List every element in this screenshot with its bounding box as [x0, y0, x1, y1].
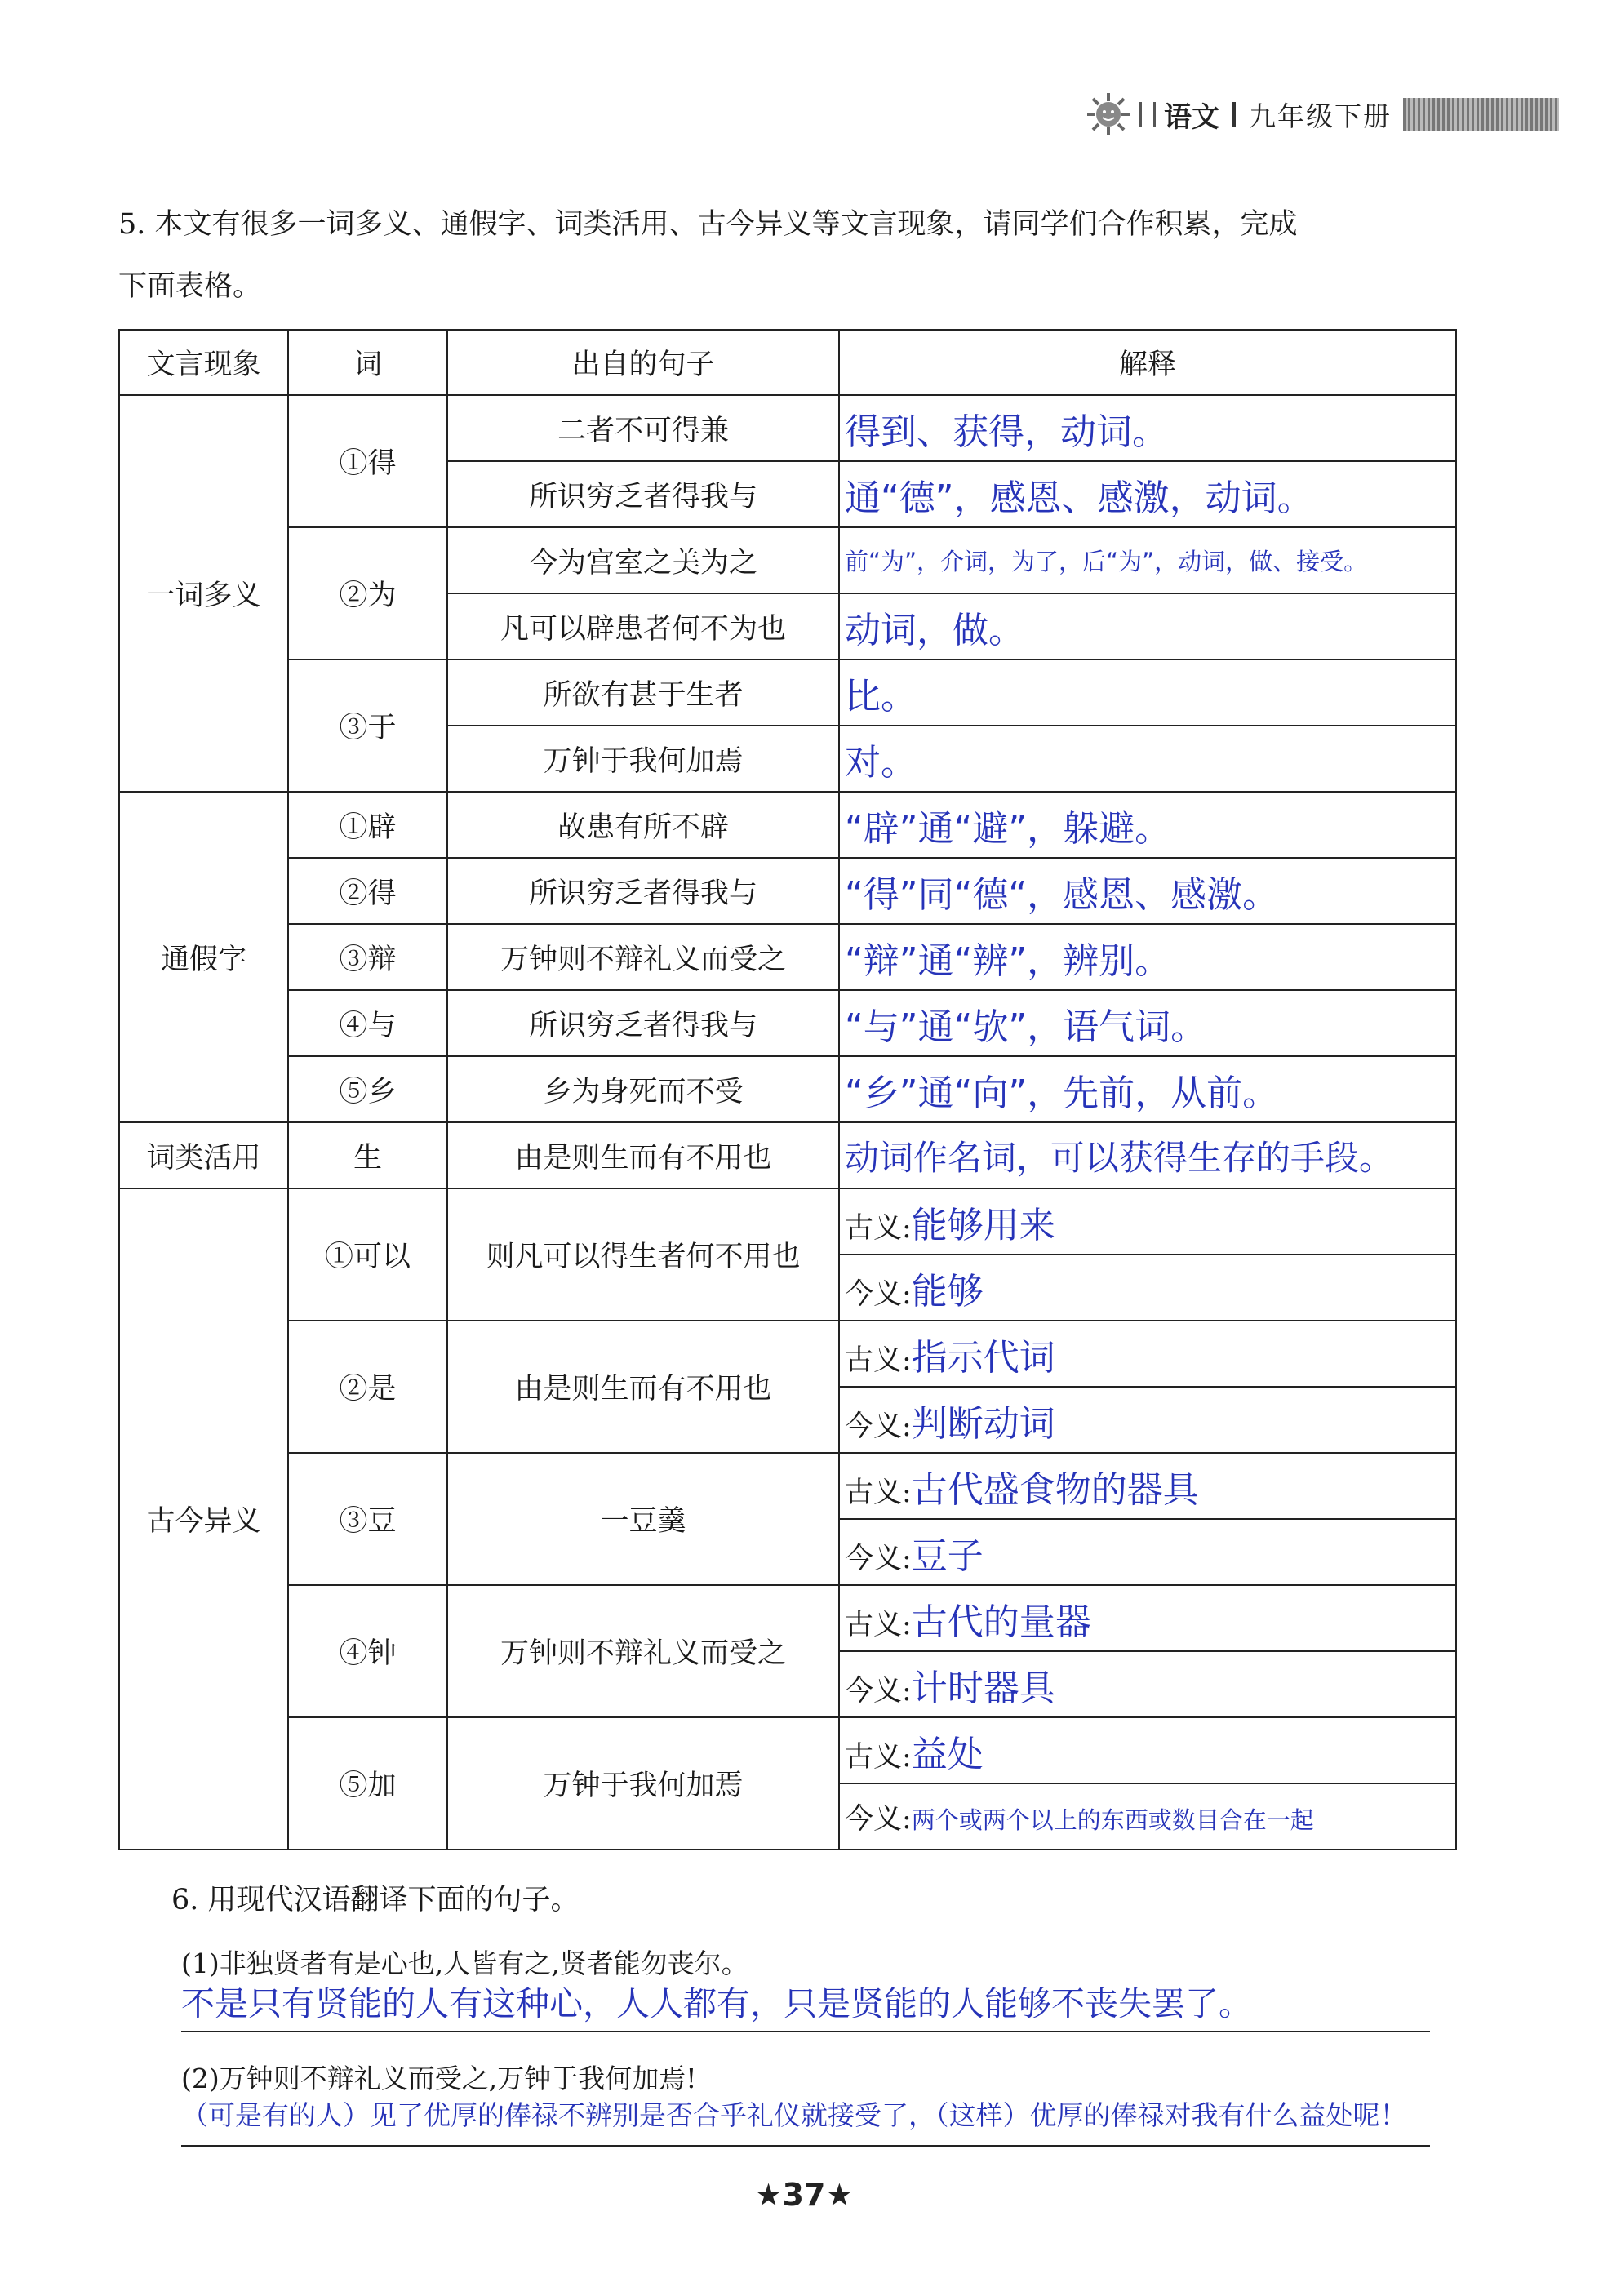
word-cell: ②得 — [288, 858, 447, 924]
old-meaning-label: 古义: — [845, 1740, 912, 1774]
header-word: 词 — [288, 330, 447, 395]
handwritten-answer: 益处 — [911, 1733, 984, 1775]
answer-cell[interactable] — [839, 726, 1456, 792]
answer-cell[interactable] — [839, 1056, 1456, 1122]
old-meaning-label: 古义: — [845, 1343, 912, 1377]
handwritten-answer: 动词，做。 — [845, 609, 1024, 651]
table-row — [119, 792, 1456, 858]
answer-cell[interactable] — [839, 593, 1456, 659]
question-6-sentence-2: (2)万钟则不辩礼义而受之,万钟于我何加焉! — [181, 2063, 697, 2094]
group-yici: 一词多义 — [119, 395, 288, 792]
answer-cell[interactable] — [839, 924, 1456, 990]
answer-cell[interactable] — [839, 461, 1456, 527]
group-gujin: 古今异义 — [119, 1188, 288, 1850]
handwritten-answer: 古代盛食物的器具 — [911, 1468, 1199, 1511]
handwritten-answer: 能够用来 — [911, 1204, 1055, 1246]
header-explanation: 解释 — [839, 330, 1456, 395]
table-row — [119, 1188, 1456, 1255]
sentence-cell: 所欲有甚于生者 — [447, 659, 839, 726]
old-meaning-label: 古义: — [845, 1608, 912, 1641]
answer-cell-old[interactable] — [839, 1585, 1456, 1651]
handwritten-answer: 动词作名词，可以获得生存的手段。 — [845, 1137, 1394, 1178]
table-row — [119, 990, 1456, 1056]
table-row — [119, 1056, 1456, 1122]
sentence-cell: 故患有所不辟 — [447, 792, 839, 858]
answer-cell-old[interactable] — [839, 1321, 1456, 1387]
answer-cell-new[interactable] — [839, 1255, 1456, 1321]
header-decoration-bar — [1403, 98, 1559, 131]
table-row — [119, 1453, 1456, 1519]
answer-cell-new[interactable] — [839, 1519, 1456, 1585]
word-cell: ②是 — [288, 1321, 447, 1453]
table-row — [119, 1321, 1456, 1387]
word-cell: ②为 — [288, 527, 447, 659]
table-row — [119, 1585, 1456, 1651]
sentence-cell: 所识穷乏者得我与 — [447, 461, 839, 527]
new-meaning-label: 今义: — [845, 1277, 912, 1311]
answer-line-1[interactable]: 不是只有贤能的人有这种心，人人都有，只是贤能的人能够不丧失罢了。 — [181, 1977, 1430, 2032]
answer-cell-new[interactable] — [839, 1387, 1456, 1453]
handwritten-answer: 指示代词 — [911, 1336, 1055, 1379]
table-row — [119, 858, 1456, 924]
table-row — [119, 1122, 1456, 1188]
word-cell: ⑤乡 — [288, 1056, 447, 1122]
answer-cell-old[interactable] — [839, 1717, 1456, 1783]
word-cell: ③辩 — [288, 924, 447, 990]
header-sentence: 出自的句子 — [447, 330, 839, 395]
answer-cell[interactable] — [839, 990, 1456, 1056]
answer-cell[interactable] — [839, 659, 1456, 726]
word-cell: ①可以 — [288, 1188, 447, 1321]
answer-cell[interactable] — [839, 395, 1456, 461]
handwritten-answer: 对。 — [845, 741, 917, 784]
sentence-cell: 则凡可以得生者何不用也 — [447, 1188, 839, 1321]
handwritten-answer: 计时器具 — [911, 1667, 1055, 1709]
answer-cell-new[interactable] — [839, 1783, 1456, 1850]
answer-cell[interactable] — [839, 858, 1456, 924]
header-subject: 语文 — [1164, 100, 1219, 134]
old-meaning-label: 古义: — [845, 1211, 912, 1245]
table-row — [119, 924, 1456, 990]
sentence-cell: 一豆羹 — [447, 1453, 839, 1585]
word-cell: ④与 — [288, 990, 447, 1056]
classical-chinese-table — [118, 329, 1457, 1850]
table-row — [119, 1717, 1456, 1783]
header-divider — [1232, 102, 1236, 127]
word-cell: ③豆 — [288, 1453, 447, 1585]
sentence-cell: 乡为身死而不受 — [447, 1056, 839, 1122]
handwritten-answer: “与”通“欤”，语气词。 — [845, 1006, 1207, 1048]
group-tongjia: 通假字 — [119, 792, 288, 1122]
page-number: ★37★ — [754, 2177, 854, 2213]
handwritten-answer: 比。 — [845, 675, 917, 717]
handwritten-answer: 能够 — [911, 1270, 984, 1312]
sentence-cell: 二者不可得兼 — [447, 395, 839, 461]
answer-cell-old[interactable] — [839, 1453, 1456, 1519]
handwritten-answer: “得”同“德“，感恩、感激。 — [845, 873, 1279, 916]
new-meaning-label: 今义: — [845, 1410, 912, 1443]
table-row — [119, 527, 1456, 593]
sentence-cell: 所识穷乏者得我与 — [447, 990, 839, 1056]
word-cell: ①辟 — [288, 792, 447, 858]
answer-cell[interactable] — [839, 1122, 1456, 1188]
new-meaning-label: 今义: — [845, 1802, 912, 1836]
old-meaning-label: 古义: — [845, 1476, 912, 1509]
answer-cell[interactable] — [839, 527, 1456, 593]
sentence-cell: 今为宫室之美为之 — [447, 527, 839, 593]
answer-cell[interactable] — [839, 792, 1456, 858]
word-cell: ⑤加 — [288, 1717, 447, 1850]
handwritten-answer: 判断动词 — [911, 1402, 1055, 1445]
question-6-prompt: 6. 用现代汉语翻译下面的句子。 — [171, 1884, 580, 1916]
word-cell: ③于 — [288, 659, 447, 792]
question-6-sentence-1: (1)非独贤者有是心也,人皆有之,贤者能勿丧尔。 — [181, 1947, 748, 1979]
sentence-cell: 由是则生而有不用也 — [447, 1122, 839, 1188]
word-cell: ①得 — [288, 395, 447, 527]
sentence-cell: 万钟则不辩礼义而受之 — [447, 1585, 839, 1717]
header-grade: 九年级下册 — [1249, 100, 1392, 132]
answer-line-2[interactable]: （可是有的人）见了优厚的俸禄不辨别是否合乎礼仪就接受了，（这样）优厚的俸禄对我有什么益处呢！ — [181, 2094, 1430, 2147]
sentence-cell: 万钟于我何加焉 — [447, 1717, 839, 1850]
sun-logo-icon — [1086, 91, 1131, 137]
table-row — [119, 395, 1456, 461]
sentence-cell: 万钟则不辩礼义而受之 — [447, 924, 839, 990]
handwritten-answer: “辟”通“避”，躲避。 — [845, 807, 1171, 850]
handwritten-answer: “乡”通“向”，先前，从前。 — [845, 1072, 1279, 1114]
sentence-cell: 所识穷乏者得我与 — [447, 858, 839, 924]
sentence-cell: 凡可以辟患者何不为也 — [447, 593, 839, 659]
question-5-prompt: 5. 本文有很多一词多义、通假字、词类活用、古今异义等文言现象，请同学们合作积累，完成 — [118, 208, 1298, 241]
answer-cell-old[interactable] — [839, 1188, 1456, 1255]
group-cilei: 词类活用 — [119, 1122, 288, 1188]
header-divider — [1139, 102, 1156, 127]
handwritten-answer: 前“为”，介词，为了，后“为”，动词，做、接受。 — [845, 548, 1368, 575]
handwritten-answer: 得到、获得，动词。 — [845, 411, 1168, 453]
sentence-cell: 由是则生而有不用也 — [447, 1321, 839, 1453]
table-row — [119, 659, 1456, 726]
question-5-prompt-cont: 下面表格。 — [118, 270, 262, 303]
handwritten-answer: “辩”通“辨”，辨别。 — [845, 939, 1171, 982]
header-phenomenon: 文言现象 — [119, 330, 288, 395]
new-meaning-label: 今义: — [845, 1674, 912, 1708]
new-meaning-label: 今义: — [845, 1542, 912, 1575]
word-cell: ④钟 — [288, 1585, 447, 1717]
page-header — [1086, 91, 1559, 137]
handwritten-answer: 豆子 — [911, 1534, 984, 1577]
handwritten-answer: 通“德”，感恩、感激，动词。 — [845, 477, 1313, 519]
answer-cell-new[interactable] — [839, 1651, 1456, 1717]
sentence-cell: 万钟于我何加焉 — [447, 726, 839, 792]
word-cell: 生 — [288, 1122, 447, 1188]
handwritten-answer: 古代的量器 — [911, 1601, 1091, 1643]
handwritten-answer: 两个或两个以上的东西或数目合在一起 — [911, 1805, 1314, 1834]
